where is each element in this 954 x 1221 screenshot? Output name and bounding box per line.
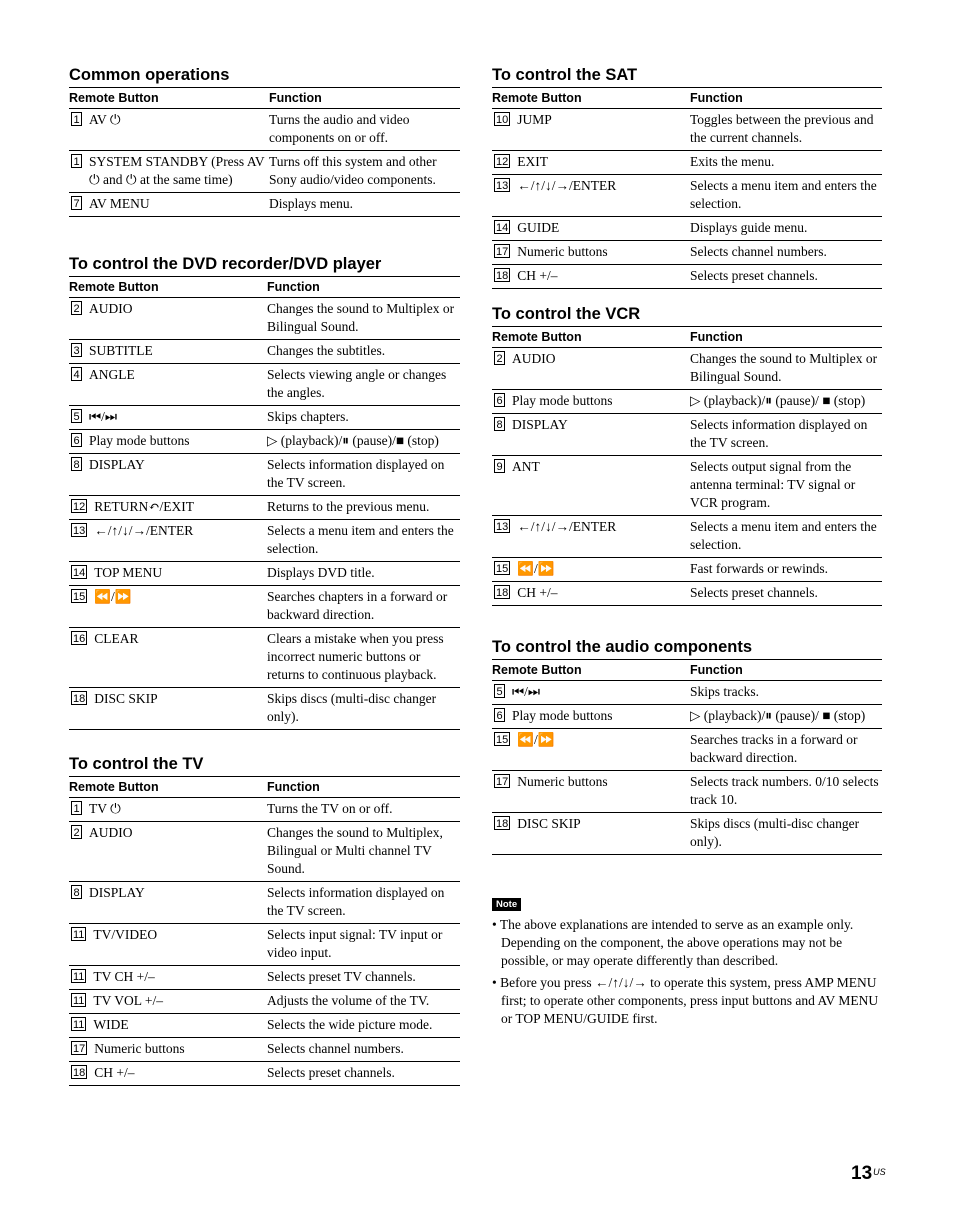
button-name: ←/↑/↓/→/ENTER	[517, 519, 617, 534]
function-cell: Selects information displayed on the TV screen.	[267, 457, 445, 490]
function-cell: Searches tracks in a forward or backward direction.	[690, 732, 858, 765]
button-number-badge: 8	[494, 417, 505, 431]
table-row	[492, 516, 882, 558]
section-title: To control the VCR	[492, 305, 641, 323]
function-cell: Changes the sound to Multiplex, Bilingual or Multi channel TV Sound.	[267, 825, 443, 876]
button-number-badge: 9	[494, 459, 505, 473]
button-number-badge: 1	[71, 112, 82, 126]
button-name: ⏪/⏩	[94, 589, 132, 604]
remote-button-cell	[492, 414, 690, 455]
remote-button-cell	[69, 430, 267, 453]
function-cell: Skips chapters.	[267, 409, 349, 424]
function-cell: Changes the sound to Multiplex or Bilingual Sound.	[267, 301, 455, 334]
column-header-function: Function	[267, 280, 320, 294]
column-header-remote-button: Remote Button	[69, 280, 159, 294]
remote-button-cell	[69, 454, 267, 495]
button-number-badge: 6	[71, 433, 82, 447]
section-dvd	[69, 254, 460, 730]
function-cell: Toggles between the previous and the current channels.	[690, 112, 874, 145]
function-cell: Displays guide menu.	[690, 220, 808, 235]
page-number	[851, 1163, 886, 1185]
function-cell: Adjusts the volume of the TV.	[267, 993, 430, 1008]
table-row	[492, 390, 882, 414]
button-number-badge: 8	[71, 457, 82, 471]
button-number-badge: 13	[496, 521, 509, 533]
button-number-badge: 2	[71, 301, 82, 315]
table-row	[69, 520, 460, 562]
button-name: TOP MENU	[94, 565, 163, 580]
column-header-remote-button: Remote Button	[492, 663, 582, 677]
remote-button-cell	[69, 1038, 267, 1061]
button-number-badge: 12	[496, 156, 509, 168]
button-number-badge: 13	[73, 525, 86, 537]
function-cell: Exits the menu.	[690, 154, 775, 169]
remote-button-cell	[492, 109, 690, 150]
remote-button-cell	[492, 516, 690, 557]
note-label: Note	[492, 898, 521, 911]
table-header	[492, 326, 882, 348]
table-row	[492, 217, 882, 241]
section-common-operations	[69, 65, 460, 217]
button-name: ←/↑/↓/→/ENTER	[94, 523, 194, 538]
remote-button-cell	[69, 882, 267, 923]
table-row	[69, 193, 460, 217]
button-name: AV MENU	[89, 196, 150, 211]
function-cell: Selects preset channels.	[690, 268, 818, 283]
button-number-badge: 11	[73, 1019, 85, 1031]
table-row	[492, 582, 882, 606]
table-row	[69, 406, 460, 430]
button-number-badge: 1	[71, 801, 82, 815]
button-name: JUMP	[517, 112, 552, 127]
button-number-badge: 5	[494, 684, 505, 698]
remote-button-cell	[69, 688, 267, 729]
column-header-remote-button: Remote Button	[69, 91, 159, 105]
section-title: To control the TV	[69, 755, 204, 773]
button-name: Numeric buttons	[94, 1041, 185, 1056]
function-cell: Selects output signal from the antenna terminal: TV signal or VCR program.	[690, 459, 856, 510]
column-header-function: Function	[690, 330, 743, 344]
function-cell: Skips discs (multi-disc changer only).	[690, 816, 860, 849]
button-number-badge: 1	[71, 154, 82, 168]
function-cell: Turns the audio and video components on or off.	[269, 112, 410, 145]
remote-button-cell	[69, 966, 267, 989]
remote-button-cell	[492, 729, 690, 770]
button-name: DISC SKIP	[94, 691, 158, 706]
page-number-value: 13	[851, 1163, 873, 1184]
remote-button-cell	[69, 193, 269, 216]
note-item: • The above explanations are intended to serve as an example only. Depending on the component, the above operations may not be possible, or may operate differently than described.	[492, 917, 854, 968]
button-name: ⏮/⏭	[512, 684, 541, 699]
button-name: TV CH +/–	[93, 969, 155, 984]
table-row	[492, 265, 882, 289]
remote-button-cell	[492, 582, 690, 605]
button-name: ←/↑/↓/→/ENTER	[517, 178, 617, 193]
button-name: Play mode buttons	[512, 393, 613, 408]
button-name: RETURN↶/EXIT	[94, 499, 195, 514]
function-cell: ▷ (playback)/⏸ (pause)/ ■ (stop)	[690, 708, 866, 723]
button-number-badge: 8	[71, 885, 82, 899]
note-item: • Before you press ←/↑/↓/→ to operate this system, press AMP MENU first; to operate other components, press input buttons and AV MENU or TOP MENU/GUIDE first.	[492, 975, 879, 1026]
button-name: DISC SKIP	[517, 816, 581, 831]
button-number-badge: 11	[73, 971, 85, 983]
remote-button-cell	[69, 562, 267, 585]
button-number-badge: 18	[496, 818, 509, 830]
table-row	[492, 771, 882, 813]
function-cell: Returns to the previous menu.	[267, 499, 430, 514]
table-header	[492, 659, 882, 681]
button-number-badge: 15	[73, 591, 86, 603]
table-header	[69, 87, 460, 109]
button-name: TV VOL +/–	[93, 993, 164, 1008]
button-number-badge: 13	[496, 180, 509, 192]
remote-button-cell	[492, 705, 690, 728]
table-row	[69, 340, 460, 364]
button-name: CLEAR	[94, 631, 139, 646]
column-header-function: Function	[690, 91, 743, 105]
remote-button-cell	[492, 813, 690, 854]
function-cell: Selects preset channels.	[267, 1065, 395, 1080]
button-number-badge: 11	[73, 929, 85, 941]
column-header-remote-button: Remote Button	[492, 330, 582, 344]
section-sat	[492, 65, 882, 289]
button-number-badge: 15	[496, 563, 509, 575]
button-name: DISPLAY	[512, 417, 568, 432]
table-row	[69, 924, 460, 966]
function-cell: Selects a menu item and enters the selection.	[690, 519, 877, 552]
table-row	[69, 966, 460, 990]
button-number-badge: 17	[496, 776, 509, 788]
function-cell: Selects the wide picture mode.	[267, 1017, 433, 1032]
remote-button-cell	[69, 628, 267, 687]
table-row	[69, 298, 460, 340]
button-name: TV ⏻	[89, 801, 121, 816]
remote-button-cell	[69, 1014, 267, 1037]
button-number-badge: 18	[496, 270, 509, 282]
function-cell: Selects channel numbers.	[267, 1041, 404, 1056]
table-row	[69, 1062, 460, 1086]
function-cell: Selects a menu item and enters the selection.	[690, 178, 877, 211]
table-row	[69, 430, 460, 454]
button-name: DISPLAY	[89, 457, 145, 472]
column-header-function: Function	[690, 663, 743, 677]
button-number-badge: 2	[71, 825, 82, 839]
button-name: Play mode buttons	[512, 708, 613, 723]
button-name: EXIT	[517, 154, 548, 169]
function-cell: Changes the subtitles.	[267, 343, 386, 358]
table-row	[492, 558, 882, 582]
table-header	[69, 276, 460, 298]
column-header-function: Function	[267, 780, 320, 794]
function-cell: Selects preset channels.	[690, 585, 818, 600]
button-name: DISPLAY	[89, 885, 145, 900]
button-name: AUDIO	[89, 301, 133, 316]
remote-button-cell	[492, 771, 690, 812]
function-cell: Selects information displayed on the TV screen.	[690, 417, 868, 450]
button-name: ⏪/⏩	[517, 561, 555, 576]
function-cell: Selects viewing angle or changes the angles.	[267, 367, 447, 400]
button-name: SUBTITLE	[89, 343, 153, 358]
button-name: WIDE	[93, 1017, 129, 1032]
remote-button-cell	[492, 217, 690, 240]
button-number-badge: 7	[71, 196, 82, 210]
table-row	[492, 414, 882, 456]
button-number-badge: 16	[73, 633, 86, 645]
button-name: ANGLE	[89, 367, 135, 382]
table-row	[69, 151, 460, 193]
remote-button-cell	[69, 798, 267, 821]
function-cell: Selects preset TV channels.	[267, 969, 416, 984]
remote-button-cell	[69, 298, 267, 339]
button-number-badge: 4	[71, 367, 82, 381]
button-number-badge: 5	[71, 409, 82, 423]
section-tv	[69, 754, 460, 1086]
table-row	[69, 1014, 460, 1038]
table-header	[69, 776, 460, 798]
table-row	[492, 813, 882, 855]
button-number-badge: 6	[494, 393, 505, 407]
remote-button-cell	[69, 109, 269, 150]
table-row	[69, 109, 460, 151]
button-number-badge: 18	[73, 693, 86, 705]
section-title: To control the audio components	[492, 638, 753, 656]
button-number-badge: 11	[73, 995, 85, 1007]
table-row	[492, 175, 882, 217]
remote-button-cell	[492, 175, 690, 216]
remote-button-cell	[492, 151, 690, 174]
table-row	[492, 456, 882, 516]
button-name: AUDIO	[512, 351, 556, 366]
remote-button-cell	[69, 364, 267, 405]
button-number-badge: 17	[496, 246, 509, 258]
remote-button-cell	[69, 406, 267, 429]
function-cell: Displays menu.	[269, 196, 353, 211]
table-row	[69, 454, 460, 496]
table-row	[69, 882, 460, 924]
remote-button-cell	[492, 681, 690, 704]
remote-button-cell	[69, 1062, 267, 1085]
button-name: CH +/–	[94, 1065, 135, 1080]
function-cell: ▷ (playback)/⏸ (pause)/■ (stop)	[267, 433, 439, 448]
button-name: ANT	[512, 459, 540, 474]
remote-button-cell	[69, 520, 267, 561]
button-number-badge: 18	[73, 1067, 86, 1079]
function-cell: Skips discs (multi-disc changer only).	[267, 691, 437, 724]
button-name: ⏮/⏭	[89, 409, 118, 424]
button-number-badge: 6	[494, 708, 505, 722]
button-name: Play mode buttons	[89, 433, 190, 448]
button-number-badge: 14	[73, 567, 86, 579]
function-cell: Selects input signal: TV input or video input.	[267, 927, 443, 960]
section-audio-components	[492, 637, 882, 855]
function-cell: Fast forwards or rewinds.	[690, 561, 828, 576]
button-name: Numeric buttons	[517, 244, 608, 259]
function-cell: Changes the sound to Multiplex or Bilingual Sound.	[690, 351, 878, 384]
table-row	[69, 990, 460, 1014]
button-name: Numeric buttons	[517, 774, 608, 789]
function-cell: Searches chapters in a forward or backward direction.	[267, 589, 448, 622]
remote-button-cell	[69, 586, 267, 627]
button-name: SYSTEM STANDBY (Press AV ⏻ and ⏻ at the same time)	[89, 154, 265, 187]
table-row	[492, 348, 882, 390]
remote-button-cell	[69, 822, 267, 881]
section-title: Common operations	[69, 66, 230, 84]
button-name: GUIDE	[517, 220, 560, 235]
button-number-badge: 14	[496, 222, 509, 234]
table-row	[492, 109, 882, 151]
section-title: To control the DVD recorder/DVD player	[69, 255, 382, 273]
table-row	[492, 241, 882, 265]
table-row	[69, 688, 460, 730]
table-row	[492, 151, 882, 175]
button-number-badge: 17	[73, 1043, 86, 1055]
table-row	[69, 364, 460, 406]
button-name: AV ⏻	[89, 112, 121, 127]
remote-button-cell	[492, 456, 690, 515]
remote-button-cell	[69, 990, 267, 1013]
column-header-remote-button: Remote Button	[69, 780, 159, 794]
table-row	[69, 1038, 460, 1062]
button-name: AUDIO	[89, 825, 133, 840]
remote-button-cell	[492, 390, 690, 413]
function-cell: Displays DVD title.	[267, 565, 375, 580]
column-header-function: Function	[269, 91, 322, 105]
column-header-remote-button: Remote Button	[492, 91, 582, 105]
button-name: CH +/–	[517, 585, 558, 600]
button-number-badge: 12	[73, 501, 86, 513]
table-row	[492, 681, 882, 705]
table-header	[492, 87, 882, 109]
section-title: To control the SAT	[492, 66, 638, 84]
button-name: ⏪/⏩	[517, 732, 555, 747]
button-number-badge: 2	[494, 351, 505, 365]
table-row	[69, 562, 460, 586]
table-row	[69, 822, 460, 882]
function-cell: Turns the TV on or off.	[267, 801, 393, 816]
function-cell: Turns off this system and other Sony audio/video components.	[269, 154, 437, 187]
function-cell: ▷ (playback)/⏸ (pause)/ ■ (stop)	[690, 393, 866, 408]
function-cell: Clears a mistake when you press incorrect numeric buttons or returns to continuous playback.	[267, 631, 444, 682]
button-number-badge: 3	[71, 343, 82, 357]
function-cell: Selects track numbers. 0/10 selects track 10.	[690, 774, 879, 807]
table-row	[69, 798, 460, 822]
table-row	[492, 705, 882, 729]
function-cell: Selects channel numbers.	[690, 244, 827, 259]
button-number-badge: 18	[496, 587, 509, 599]
button-number-badge: 10	[496, 114, 509, 126]
section-vcr	[492, 304, 882, 606]
button-name: CH +/–	[517, 268, 558, 283]
remote-button-cell	[492, 348, 690, 389]
function-cell: Skips tracks.	[690, 684, 759, 699]
remote-button-cell	[492, 265, 690, 288]
table-row	[492, 729, 882, 771]
page-number-suffix: US	[873, 1167, 886, 1177]
remote-button-cell	[69, 496, 267, 519]
table-row	[69, 496, 460, 520]
remote-button-cell	[492, 241, 690, 264]
table-row	[69, 628, 460, 688]
note-list	[492, 916, 884, 1032]
remote-button-cell	[69, 340, 267, 363]
remote-button-cell	[492, 558, 690, 581]
function-cell: Selects a menu item and enters the selection.	[267, 523, 454, 556]
table-row	[69, 586, 460, 628]
function-cell: Selects information displayed on the TV screen.	[267, 885, 445, 918]
remote-button-cell	[69, 151, 269, 192]
remote-button-cell	[69, 924, 267, 965]
button-number-badge: 15	[496, 734, 509, 746]
button-name: TV/VIDEO	[93, 927, 158, 942]
